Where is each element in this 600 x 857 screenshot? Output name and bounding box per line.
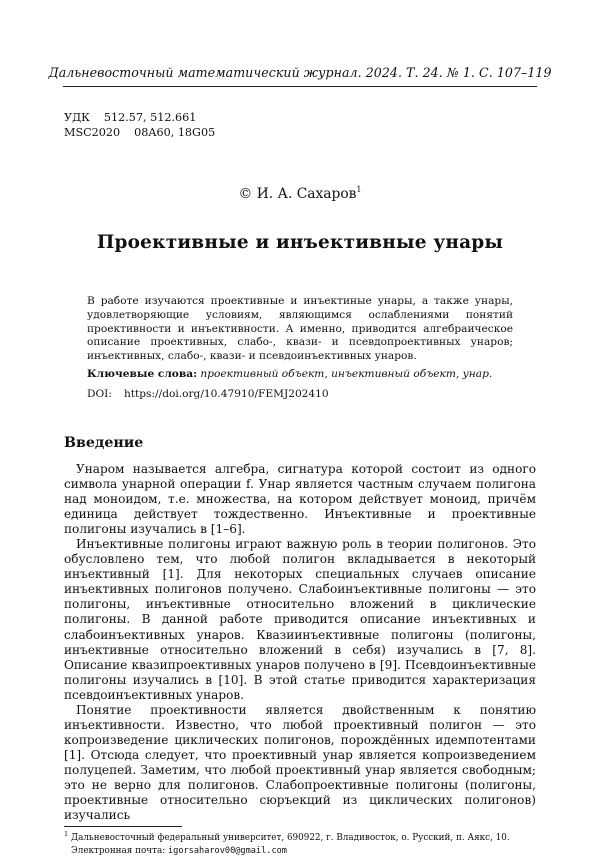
doi-line [87,388,329,400]
paragraph-1: Унаром называется алгебра, сигнатура которой состоит из одного символа унарной операции f. Унар является частным случаем полигона над моноидом, т.е. множества, на котором действует моноид, причём единица действует тождественно. Инъективные и проективные полигоны изучались в [1–6]. [64,462,536,537]
email-label: Электронная почта: [71,845,166,856]
author-line [0,185,600,202]
udc-label: УДК [64,111,90,124]
paper-title: Проективные и инъективные унары [96,232,504,253]
keywords-text: проективный объект, инъективный объект, унар. [200,368,493,380]
doi-label: DOI: [87,388,112,400]
body-text [64,462,536,823]
msc-value: 08A60, 18G05 [134,126,216,139]
udc-line [64,111,196,124]
footnote [64,828,544,857]
paragraph-2: Инъективные полигоны играют важную роль в теории полигонов. Это обусловлено тем, что любой полигон вкладывается в некоторый инъективный [1]. Для некоторых специальных случаев описание инъективных полигонов получено. Слабоинъективные полигоны — это полигоны, инъективные относительно вложений в циклические полигоны. В данной работе приводится описание инъективных и слабоинъективных унаров. Квазиинъективные полигоны (полигоны, инъективные относительно вложений в себя) изучались в [7, 8]. Описание квазипроективных унаров получено в [9]. Псевдоинъективные полигоны изучались в [10]. В этой статье приводится характеризация псевдоинъективных унаров. [64,537,536,702]
footnote-affiliation: Дальневосточный федеральный университет, 690922, г. Владивосток, о. Русский, п. Аякс, 10. [70,833,510,843]
footnote-mark: 1 [64,830,69,838]
section-heading: Введение [64,435,144,451]
email-address[interactable]: igorsaharov00@gmail.com [167,845,287,856]
author-name: И. А. Сахаров [256,186,357,202]
doi-link[interactable]: https://doi.org/10.47910/FEMJ202410 [123,388,329,400]
paragraph-3: Понятие проективности является двойственным к понятию инъективности. Известно, что любой проективный полигон — это копроизведение циклических полигонов, порождённых идемпотентами [1]. Отсюда следует, что проективный унар является копроизведением полуцепей. Заметим, что любой проективный унар является свободным; это не верно для полигонов. Слабопроективные полигоны (полигоны, проективные относительно сюръекций из циклических полигонов) изучались [64,702,536,823]
abstract: В работе изучаются проективные и инъектиные унары, а также унары, удовлетворяющие условиям, являющимся ослаблениями понятий проективности и инъективности. А именно, приводится алгебраическое описание проективных, слабо-, квази- и псевдопроективных унаров; инъективных, слабо-, квази- и псевдоинъективных унаров. [87,295,513,363]
header-rule [63,86,537,87]
author-footnote-mark: 1 [356,185,362,194]
udc-value: 512.57, 512.661 [103,111,197,124]
copyright-sign: © [238,186,253,202]
keywords-label: Ключевые слова: [87,368,197,380]
footnote-rule [64,826,182,827]
keywords [87,368,517,380]
msc-label: MSC2020 [64,126,121,139]
journal-header: Дальневосточный математический журнал. 2024. Т. 24. № 1. С. 107–119 [48,65,552,80]
msc-line [64,126,215,139]
